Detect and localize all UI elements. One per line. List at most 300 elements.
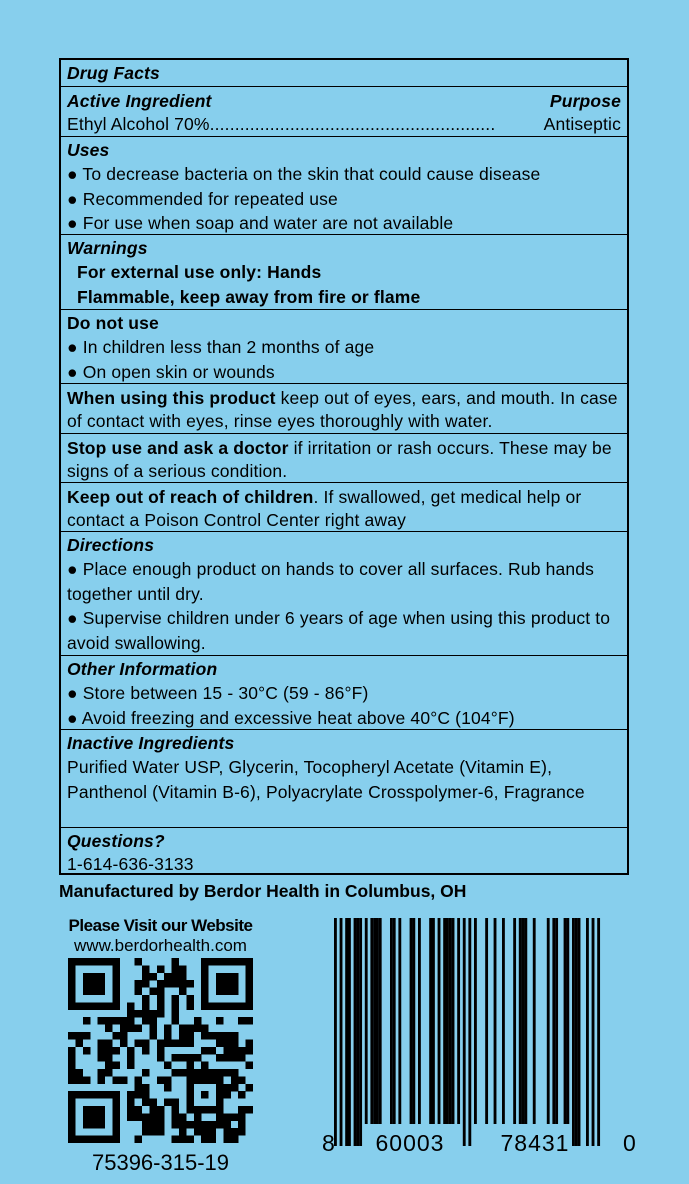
qr-module — [164, 973, 172, 981]
qr-module — [246, 958, 253, 966]
barcode-left-digits: 60003 — [375, 1130, 445, 1156]
qr-module — [98, 958, 106, 966]
keep-out-lead: Keep out of reach of children — [67, 487, 314, 507]
qr-module — [186, 1099, 194, 1107]
qr-module — [157, 1121, 165, 1129]
qr-module — [83, 973, 91, 981]
qr-module — [201, 995, 209, 1003]
qr-module — [90, 973, 98, 981]
qr-module — [246, 1047, 253, 1055]
qr-module — [112, 1091, 120, 1099]
qr-module — [105, 1002, 113, 1010]
drug-facts-panel — [59, 58, 629, 875]
qr-module — [216, 1069, 224, 1077]
qr-module — [172, 973, 180, 981]
qr-module — [127, 1054, 135, 1062]
qr-module — [135, 1039, 143, 1047]
qr-module — [112, 1002, 120, 1010]
barcode-bar — [547, 918, 550, 1124]
qr-module — [127, 1062, 135, 1070]
qr-module — [223, 958, 231, 966]
barcode-bar — [390, 918, 393, 1124]
barcode-check-digit: 0 — [623, 1130, 636, 1156]
qr-module — [142, 1047, 150, 1055]
qr-module — [179, 1039, 187, 1047]
qr-module — [98, 1091, 106, 1099]
qr-module — [149, 973, 157, 981]
qr-module — [246, 973, 253, 981]
qr-module — [105, 1054, 113, 1062]
warning-external-use: For external use only: Hands — [77, 262, 322, 282]
qr-module — [105, 1017, 113, 1025]
qr-module — [68, 1113, 76, 1121]
qr-module — [186, 1025, 194, 1033]
qr-module — [186, 1106, 194, 1114]
qr-module — [157, 1128, 165, 1136]
qr-module — [127, 1017, 135, 1025]
qr-module — [223, 1039, 231, 1047]
qr-module — [216, 1113, 224, 1121]
directions-section — [61, 531, 627, 655]
qr-module — [231, 1032, 239, 1040]
qr-module — [127, 1106, 135, 1114]
barcode-guard-bar — [586, 918, 589, 1146]
qr-module — [68, 1054, 76, 1062]
barcode-bar — [457, 918, 460, 1124]
qr-module — [238, 1076, 246, 1084]
qr-module — [142, 1002, 150, 1010]
qr-module — [75, 1069, 83, 1077]
qr-module — [135, 1010, 143, 1018]
qr-module — [201, 1069, 209, 1077]
barcode-guard-bar — [597, 918, 600, 1146]
barcode-bar — [446, 918, 449, 1124]
qr-module — [194, 1076, 202, 1084]
barcode-bars — [334, 918, 600, 1146]
qr-module — [209, 1121, 217, 1129]
qr-module — [135, 1136, 143, 1143]
qr-module — [216, 973, 224, 981]
qr-module — [157, 1106, 165, 1114]
qr-module — [112, 995, 120, 1003]
barcode-guard-bar — [578, 918, 581, 1146]
qr-module — [179, 1128, 187, 1136]
qr-module — [120, 1076, 128, 1084]
qr-module — [142, 980, 150, 988]
qr-module — [231, 1136, 239, 1143]
barcode-right-digits: 78431 — [500, 1130, 570, 1156]
qr-module — [164, 1025, 172, 1033]
qr-module — [90, 1136, 98, 1143]
qr-module — [142, 1099, 150, 1107]
qr-module — [231, 1047, 239, 1055]
qr-module — [216, 1099, 224, 1107]
barcode-bar — [452, 918, 455, 1124]
qr-module — [238, 1121, 246, 1129]
qr-module — [83, 1002, 91, 1010]
barcode-bar — [555, 918, 558, 1124]
barcode-guard-bar — [592, 918, 595, 1146]
qr-module — [83, 958, 91, 966]
qr-module — [98, 1113, 106, 1121]
qr-module — [68, 1106, 76, 1114]
barcode-guard-bar — [345, 918, 348, 1146]
qr-module — [83, 988, 91, 996]
do-not-use-item: ● In children less than 2 months of age — [67, 337, 375, 357]
active-ingredient-heading: Active Ingredient — [67, 91, 212, 111]
qr-module — [179, 1032, 187, 1040]
qr-module — [238, 1091, 246, 1099]
qr-module — [112, 1099, 120, 1107]
barcode-guard-bar — [334, 918, 337, 1146]
qr-module — [216, 1054, 224, 1062]
qr-module — [68, 1128, 76, 1136]
qr-code-icon[interactable] — [68, 958, 253, 1143]
qr-module — [112, 980, 120, 988]
qr-module — [216, 988, 224, 996]
drug-facts-title: Drug Facts — [67, 63, 160, 83]
qr-module — [186, 1054, 194, 1062]
qr-module — [223, 1121, 231, 1129]
qr-module — [98, 1121, 106, 1129]
other-information-heading: Other Information — [67, 659, 218, 679]
qr-module — [186, 980, 194, 988]
qr-module — [172, 1121, 180, 1129]
qr-module — [179, 1113, 187, 1121]
qr-module — [98, 1106, 106, 1114]
barcode-bar — [365, 918, 368, 1124]
qr-module — [98, 973, 106, 981]
drug-facts-header — [61, 60, 627, 86]
qr-module — [127, 1091, 135, 1099]
qr-module — [75, 1136, 83, 1143]
qr-module — [201, 1121, 209, 1129]
qr-module — [194, 1113, 202, 1121]
qr-module — [157, 965, 165, 973]
barcode-bar — [494, 918, 497, 1124]
qr-module — [223, 980, 231, 988]
warnings-section — [61, 234, 627, 309]
qr-module — [157, 1076, 165, 1084]
qr-module — [172, 1099, 180, 1107]
qr-module — [164, 1076, 172, 1084]
qr-module — [179, 1069, 187, 1077]
barcode-bar — [432, 918, 435, 1124]
qr-module — [231, 1113, 239, 1121]
qr-module — [135, 980, 143, 988]
qr-module — [186, 1032, 194, 1040]
barcode-bar — [474, 918, 477, 1124]
qr-module — [68, 1032, 76, 1040]
qr-module — [105, 1136, 113, 1143]
qr-module — [83, 1121, 91, 1129]
qr-module — [246, 980, 253, 988]
qr-module — [83, 1076, 91, 1084]
barcode-bar — [373, 918, 376, 1124]
barcode-bar — [449, 918, 452, 1124]
when-using-text: When using this product keep out of eyes, ears, and mouth. In case of contact with eyes, rinse eyes thoroughly with water. — [67, 388, 618, 431]
qr-module — [216, 1032, 224, 1040]
qr-module — [83, 1047, 91, 1055]
qr-module — [231, 1039, 239, 1047]
qr-module — [149, 1017, 157, 1025]
when-using-section — [61, 383, 627, 433]
purpose-heading: Purpose — [549, 91, 621, 111]
qr-module — [83, 1091, 91, 1099]
qr-module — [201, 1032, 209, 1040]
warning-flammable: Flammable, keep away from fire or flame — [77, 286, 421, 307]
qr-module — [135, 1076, 143, 1084]
qr-module — [231, 1002, 239, 1010]
qr-module — [246, 988, 253, 996]
qr-module — [142, 1039, 150, 1047]
qr-module — [127, 1002, 135, 1010]
qr-module — [157, 1047, 165, 1055]
qr-module — [186, 1121, 194, 1129]
directions-item: ● Supervise children under 6 years of age when using this product to avoid swallowing. — [67, 608, 611, 653]
qr-module — [238, 1113, 246, 1121]
qr-module — [142, 1017, 150, 1025]
qr-module — [75, 1091, 83, 1099]
qr-module — [246, 1017, 253, 1025]
qr-module — [209, 1069, 217, 1077]
active-ingredient-name: Ethyl Alcohol 70%......................................................... — [67, 114, 496, 134]
qr-module — [105, 1062, 113, 1070]
warnings-heading: Warnings — [67, 238, 148, 258]
qr-module — [186, 995, 194, 1003]
qr-module — [75, 1002, 83, 1010]
qr-module — [216, 1091, 224, 1099]
qr-module — [149, 1010, 157, 1018]
directions-item: ● Place enough product on hands to cover all surfaces. Rub hands together until dry. — [67, 559, 595, 604]
qr-module — [68, 1091, 76, 1099]
qr-module — [149, 988, 157, 996]
qr-module — [179, 1025, 187, 1033]
qr-module — [142, 1069, 150, 1077]
qr-module — [127, 1113, 135, 1121]
qr-module — [246, 1106, 253, 1114]
directions-heading: Directions — [67, 535, 155, 555]
barcode-bar — [370, 918, 373, 1124]
qr-module — [90, 1121, 98, 1129]
qr-module — [223, 1069, 231, 1077]
qr-module — [179, 1121, 187, 1129]
qr-module — [68, 958, 76, 966]
qr-module — [75, 1076, 83, 1084]
qr-module — [157, 1002, 165, 1010]
qr-module — [98, 1069, 106, 1077]
qr-module — [186, 1002, 194, 1010]
qr-module — [68, 1002, 76, 1010]
qr-module — [112, 1076, 120, 1084]
qr-module — [223, 973, 231, 981]
qr-module — [75, 958, 83, 966]
qr-module — [172, 1113, 180, 1121]
uses-section — [61, 136, 627, 234]
qr-module — [105, 1025, 113, 1033]
qr-module — [209, 1128, 217, 1136]
active-ingredient-section — [61, 86, 627, 136]
qr-module — [231, 1128, 239, 1136]
qr-module — [209, 1002, 217, 1010]
qr-module — [186, 1069, 194, 1077]
qr-module — [201, 980, 209, 988]
qr-module — [194, 1128, 202, 1136]
qr-module — [186, 1136, 194, 1143]
qr-module — [157, 980, 165, 988]
qr-module — [157, 988, 165, 996]
qr-module — [68, 1099, 76, 1107]
qr-module — [98, 1054, 106, 1062]
barcode-bar — [429, 918, 432, 1124]
qr-module — [172, 1106, 180, 1114]
qr-module — [179, 980, 187, 988]
qr-module — [112, 965, 120, 973]
qr-module — [172, 1017, 180, 1025]
qr-module — [90, 1106, 98, 1114]
qr-module — [223, 1002, 231, 1010]
qr-module — [112, 1062, 120, 1070]
qr-module — [142, 1121, 150, 1129]
qr-module — [149, 1032, 157, 1040]
barcode-bar — [438, 918, 441, 1124]
qr-module — [201, 965, 209, 973]
qr-module — [68, 995, 76, 1003]
qr-module — [172, 995, 180, 1003]
barcode-bar — [524, 918, 527, 1124]
qr-module — [223, 1091, 231, 1099]
qr-module — [83, 1106, 91, 1114]
qr-module — [201, 1002, 209, 1010]
qr-module — [105, 1047, 113, 1055]
qr-module — [83, 1136, 91, 1143]
qr-module — [194, 1025, 202, 1033]
qr-module — [194, 1121, 202, 1129]
qr-module — [216, 1121, 224, 1129]
qr-module — [179, 965, 187, 973]
qr-module — [209, 1076, 217, 1084]
barcode-guard-bar — [575, 918, 578, 1146]
uses-heading: Uses — [67, 140, 110, 160]
qr-module — [209, 1106, 217, 1114]
qr-module — [135, 988, 143, 996]
qr-module — [209, 1032, 217, 1040]
do-not-use-section — [61, 309, 627, 383]
qr-module — [135, 1084, 143, 1092]
qr-module — [112, 1128, 120, 1136]
barcode-bar — [552, 918, 555, 1124]
qr-code-number: 75396-315-19 — [91, 1150, 229, 1175]
qr-module — [127, 1010, 135, 1018]
barcode-bar — [533, 918, 536, 1124]
qr-module — [194, 1069, 202, 1077]
qr-module — [157, 1010, 165, 1018]
qr-module — [179, 1054, 187, 1062]
qr-module — [149, 1113, 157, 1121]
stop-use-section — [61, 433, 627, 482]
qr-module — [223, 1084, 231, 1092]
inactive-ingredients-section — [61, 729, 627, 827]
qr-module — [238, 1002, 246, 1010]
qr-module — [209, 1136, 217, 1143]
barcode-bar — [410, 918, 413, 1124]
barcode-guard-bar — [359, 918, 362, 1146]
qr-module — [246, 995, 253, 1003]
leader-dots: ......................................................... — [209, 114, 496, 134]
qr-module — [238, 1054, 246, 1062]
qr-module — [186, 1062, 194, 1070]
qr-module — [223, 1113, 231, 1121]
qr-module — [90, 1091, 98, 1099]
qr-module — [120, 1032, 128, 1040]
do-not-use-item: ● On open skin or wounds — [67, 361, 275, 382]
qr-module — [172, 1069, 180, 1077]
qr-module — [238, 958, 246, 966]
qr-module — [68, 980, 76, 988]
qr-module — [135, 1091, 143, 1099]
qr-module — [105, 1039, 113, 1047]
qr-module — [179, 1136, 187, 1143]
qr-module — [112, 958, 120, 966]
qr-module — [112, 1032, 120, 1040]
uses-item: ● Recommended for repeated use — [67, 188, 338, 209]
qr-module — [201, 1106, 209, 1114]
qr-module — [157, 1113, 165, 1121]
questions-phone: 1-614-636-3133 — [67, 854, 194, 874]
qr-module — [223, 1128, 231, 1136]
qr-module — [209, 1047, 217, 1055]
qr-module — [105, 1069, 113, 1077]
qr-module — [142, 1084, 150, 1092]
qr-module — [201, 1128, 209, 1136]
qr-module — [231, 988, 239, 996]
qr-module — [142, 973, 150, 981]
when-using-lead: When using this product — [67, 388, 276, 408]
qr-module — [83, 1113, 91, 1121]
qr-module — [223, 1136, 231, 1143]
barcode-bar — [379, 918, 382, 1124]
qr-module — [83, 1032, 91, 1040]
other-information-item: ● Avoid freezing and excessive heat above 40°C (104°F) — [67, 707, 515, 728]
qr-module — [98, 988, 106, 996]
qr-module — [149, 1128, 157, 1136]
stop-use-text: Stop use and ask a doctor if irritation or rash occurs. These may be signs of a serious condition. — [67, 438, 612, 481]
qr-module — [98, 980, 106, 988]
qr-module — [68, 1076, 76, 1084]
qr-module — [246, 1062, 253, 1070]
qr-module — [223, 988, 231, 996]
purpose-value: Antiseptic — [543, 114, 621, 134]
qr-module — [231, 958, 239, 966]
qr-module — [112, 1106, 120, 1114]
qr-module — [83, 980, 91, 988]
qr-module — [127, 1047, 135, 1055]
qr-module — [231, 1054, 239, 1062]
qr-module — [201, 1076, 209, 1084]
qr-module — [172, 965, 180, 973]
qr-module — [246, 1002, 253, 1010]
website-url[interactable]: www.berdorhealth.com — [74, 936, 247, 955]
qr-module — [157, 1039, 165, 1047]
barcode-bar — [398, 918, 401, 1124]
qr-module — [201, 958, 209, 966]
qr-module — [112, 973, 120, 981]
barcode-bar — [412, 918, 415, 1124]
qr-module — [142, 995, 150, 1003]
uses-item: ● To decrease bacteria on the skin that could cause disease — [67, 164, 541, 184]
qr-module — [149, 1025, 157, 1033]
barcode-guard-bar — [356, 918, 359, 1146]
